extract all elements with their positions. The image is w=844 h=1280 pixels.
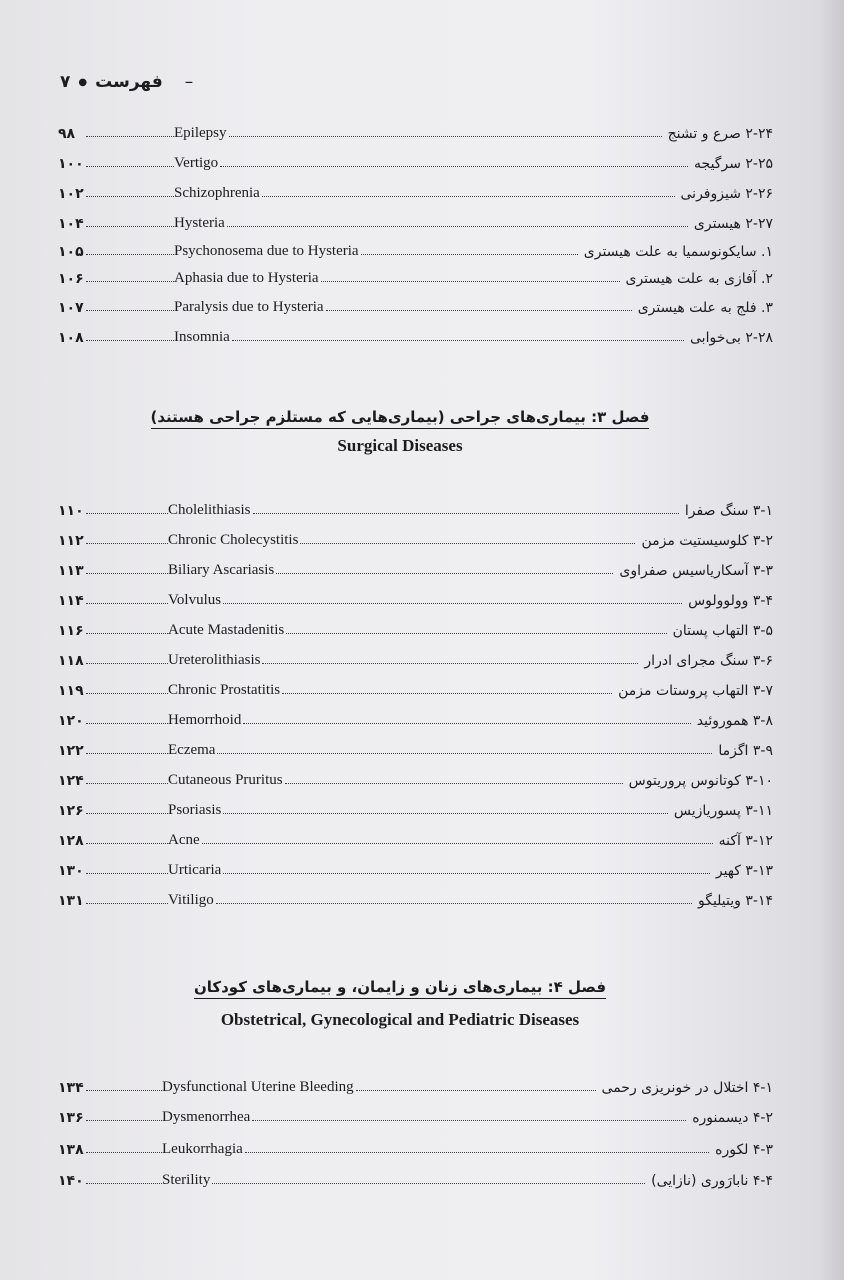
toc-page-number: ۱۳۱ [58,893,84,909]
dot-leader [86,281,174,282]
toc-entry[interactable] [58,495,773,519]
toc-entry[interactable] [58,585,773,609]
toc-entry-english: Vertigo [174,155,219,171]
toc-entry[interactable] [58,1102,773,1126]
dot-leader [286,633,666,634]
toc-entry-english: Insomnia [174,329,230,345]
toc-entry-english: Eczema [168,742,216,758]
bullet-icon: ● [78,76,88,88]
dot-leader [217,753,712,754]
toc-entry-english: Aphasia due to Hysteria [174,270,319,286]
toc-entry[interactable] [58,825,773,849]
toc-entry-english: Dysmenorrhea [162,1109,251,1125]
dot-leader [86,310,174,311]
toc-page-number: ۱۴۰ [58,1173,84,1189]
dot-leader [223,603,682,604]
dot-leader [356,1090,596,1091]
toc-entry-persian: ۴-۴ نابارَوری (نازایی) [651,1173,773,1189]
toc-page-number: ۹۸ [58,126,76,142]
dot-leader [361,254,578,255]
dot-leader [86,166,174,167]
dot-leader [252,1120,686,1121]
toc-entry[interactable] [58,1072,773,1096]
dot-leader [276,573,613,574]
toc-entry-english: Hemorrhoid [168,712,242,728]
toc-page-number: ۱۰۲ [58,186,84,202]
toc-entry-english: Volvulus [168,592,222,608]
toc-page-number: ۱۲۲ [58,743,84,759]
toc-entry-english: Psychonosema due to Hysteria [174,243,359,259]
dot-leader [86,843,168,844]
dot-leader [326,310,632,311]
toc-entry-english: Biliary Ascariasis [168,562,275,578]
toc-entry-english: Psoriasis [168,802,222,818]
toc-entry-english: Schizophrenia [174,185,260,201]
toc-entry-persian: ۳-۱۱ پسوریازیس [673,803,773,819]
dot-leader [300,543,635,544]
toc-entry-english: Paralysis due to Hysteria [174,299,324,315]
dot-leader [86,196,174,197]
toc-entry[interactable] [58,615,773,639]
chapter-title-fa-text: فصل ۴: بیماری‌های زنان و زایمان، و بیماری‌های کودکان [194,978,606,999]
dot-leader [223,873,710,874]
toc-page-number: ۱۰۸ [58,330,84,346]
dot-leader [86,753,168,754]
dot-leader [216,903,692,904]
toc-entry-persian: ۳-۶ سنگ مجرای ادرار [644,653,773,669]
toc-page-number: ۱۰۵ [58,244,84,260]
toc-page-number: ۱۲۶ [58,803,84,819]
dot-leader [86,633,168,634]
dot-leader [202,843,713,844]
toc-entry-english: Vitiligo [168,892,214,908]
dot-leader [86,340,174,341]
toc-entry[interactable] [58,555,773,579]
toc-entry-persian: ۳-۱۳ کهیر [715,863,773,879]
toc-entry-english: Ureterolithiasis [168,652,261,668]
toc-entry-english: Hysteria [174,215,225,231]
dot-leader [86,1120,162,1121]
toc-page-number: ۱۳۸ [58,1142,84,1158]
toc-entry-english: Epilepsy [174,125,227,141]
toc-entry-persian: ۳. فلج به علت هیستری [637,300,773,316]
dot-leader [86,226,174,227]
dot-leader [86,783,168,784]
dot-leader [220,166,688,167]
toc-entry-persian: ۲-۲۵ سرگیجه [694,156,773,172]
dot-leader [86,723,168,724]
toc-entry-persian: ۴-۳ لکوره [715,1142,773,1158]
toc-entry[interactable] [58,705,773,729]
header-dash: – [184,72,194,92]
toc-entry-english: Sterility [162,1172,211,1188]
dot-leader [223,813,668,814]
toc-entry-persian: ۳-۲ کلوسیستیت مزمن [641,533,773,549]
toc-page-number: ۱۲۰ [58,713,84,729]
toc-entry-english: Dysfunctional Uterine Bleeding [162,1079,354,1095]
dot-leader [86,543,168,544]
toc-entry[interactable] [58,208,773,232]
toc-entry-persian: ۴-۱ اختلال در خونریزی رحمی [601,1080,773,1096]
toc-entry[interactable] [58,148,773,172]
page-header [60,72,193,92]
dot-leader [86,873,168,874]
toc-entry-persian: ۲-۲۶ شیزوفرنی [680,186,773,202]
dot-leader [321,281,620,282]
toc-page-number: ۱۱۳ [58,563,84,579]
toc-entry[interactable] [58,855,773,879]
dot-leader [227,226,688,227]
toc-entry-persian: ۳-۳ آسکاریاسیس صفراوی [619,563,773,579]
dot-leader [229,136,662,137]
toc-entry-english: Urticaria [168,862,222,878]
dot-leader [86,573,168,574]
toc-page-number: ۱۱۸ [58,653,84,669]
toc-entry[interactable] [58,525,773,549]
toc-entry[interactable] [58,645,773,669]
toc-entry-persian: ۲-۲۷ هیستری [693,216,773,232]
toc-entry-english: Chronic Cholecystitis [168,532,299,548]
toc-page-number: ۱۳۰ [58,863,84,879]
dot-leader [86,663,168,664]
toc-entry-english: Leukorrhagia [162,1141,243,1157]
toc-entry-english: Cutaneous Pruritus [168,772,283,788]
dot-leader [86,903,168,904]
toc-page-number: ۱۱۹ [58,683,84,699]
dot-leader [86,254,174,255]
toc-page-number: ۱۲۸ [58,833,84,849]
toc-page-number: ۱۱۲ [58,533,84,549]
toc-entry-persian: ۳-۱ سنگ صفرا [684,503,773,519]
dot-leader [86,513,168,514]
dot-leader [86,1090,162,1091]
toc-entry-persian: ۳-۵ التهاب پستان [672,623,773,639]
toc-entry-persian: ۳-۴ وولوولوس [688,593,773,609]
dot-leader [212,1183,645,1184]
toc-entry-english: Acne [168,832,200,848]
toc-page-number: ۱۱۴ [58,593,84,609]
toc-entry[interactable] [58,795,773,819]
toc-entry-persian: ۲-۲۸ بی‌خوابی [690,330,773,346]
chapter-title-fa [150,978,650,996]
dot-leader [285,783,623,784]
dot-leader [253,513,679,514]
page-number: ۷ [60,72,71,92]
toc-page-number: ۱۳۶ [58,1110,84,1126]
toc-entry[interactable] [58,1165,773,1189]
toc-entry[interactable] [58,735,773,759]
toc-entry[interactable] [58,322,773,346]
dot-leader [86,1183,162,1184]
toc-entry[interactable] [58,765,773,789]
toc-entry-persian: ۲-۲۴ صرع و تشنج [667,126,773,142]
chapter-title-en: Obstetrical, Gynecological and Pediatric Diseases [220,1010,580,1029]
dot-leader [262,196,675,197]
dot-leader [262,663,638,664]
chapter-title-fa [150,408,650,426]
toc-entry[interactable] [58,236,773,260]
dot-leader [245,1152,709,1153]
dot-leader [282,693,612,694]
toc-entry-persian: ۳-۱۴ ویتیلیگو [697,893,773,909]
toc-entry[interactable] [58,263,773,287]
toc-page-number: ۱۰۰ [58,156,84,172]
dot-leader [86,603,168,604]
toc-entry-persian: ۳-۱۲ آکنه [718,833,773,849]
toc-page-number: ۱۱۰ [58,503,84,519]
toc-page-number: ۱۰۷ [58,300,84,316]
chapter-title-en: Surgical Diseases [337,436,463,455]
dot-leader [86,136,174,137]
toc-entry-persian: ۴-۲ دیسمنوره [692,1110,773,1126]
toc-entry[interactable] [58,118,773,142]
dot-leader [232,340,684,341]
chapter-title-fa-text: فصل ۳: بیماری‌های جراحی (بیماری‌هایی که مستلزم جراحی هستند) [151,408,650,429]
toc-page-number: ۱۱۶ [58,623,84,639]
dot-leader [243,723,690,724]
toc-entry-persian: ۳-۸ هموروئید [696,713,773,729]
toc-entry[interactable] [58,675,773,699]
toc-entry-persian: ۳-۷ التهاب پروستات مزمن [618,683,773,699]
dot-leader [86,1152,162,1153]
toc-entry[interactable] [58,178,773,202]
toc-entry-persian: ۳-۱۰ کوتانوس پروریتوس [628,773,773,789]
toc-entry-english: Acute Mastadenitis [168,622,285,638]
dot-leader [86,813,168,814]
toc-entry[interactable] [58,1134,773,1158]
toc-entry-english: Cholelithiasis [168,502,251,518]
header-title: فهرست [95,72,163,92]
toc-page-number: ۱۰۶ [58,271,84,287]
toc-entry-english: Chronic Prostatitis [168,682,281,698]
toc-page-number: ۱۳۴ [58,1080,84,1096]
toc-page-number: ۱۲۴ [58,773,84,789]
toc-entry-persian: ۲. آفازی به علت هیستری [625,271,773,287]
toc-page-number: ۱۰۴ [58,216,84,232]
dot-leader [86,693,168,694]
toc-entry-persian: ۳-۹ اگزما [718,743,773,759]
toc-entry[interactable] [58,885,773,909]
toc-entry[interactable] [58,292,773,316]
toc-entry-persian: ۱. سایکونوسمیا به علت هیستری [583,244,773,260]
